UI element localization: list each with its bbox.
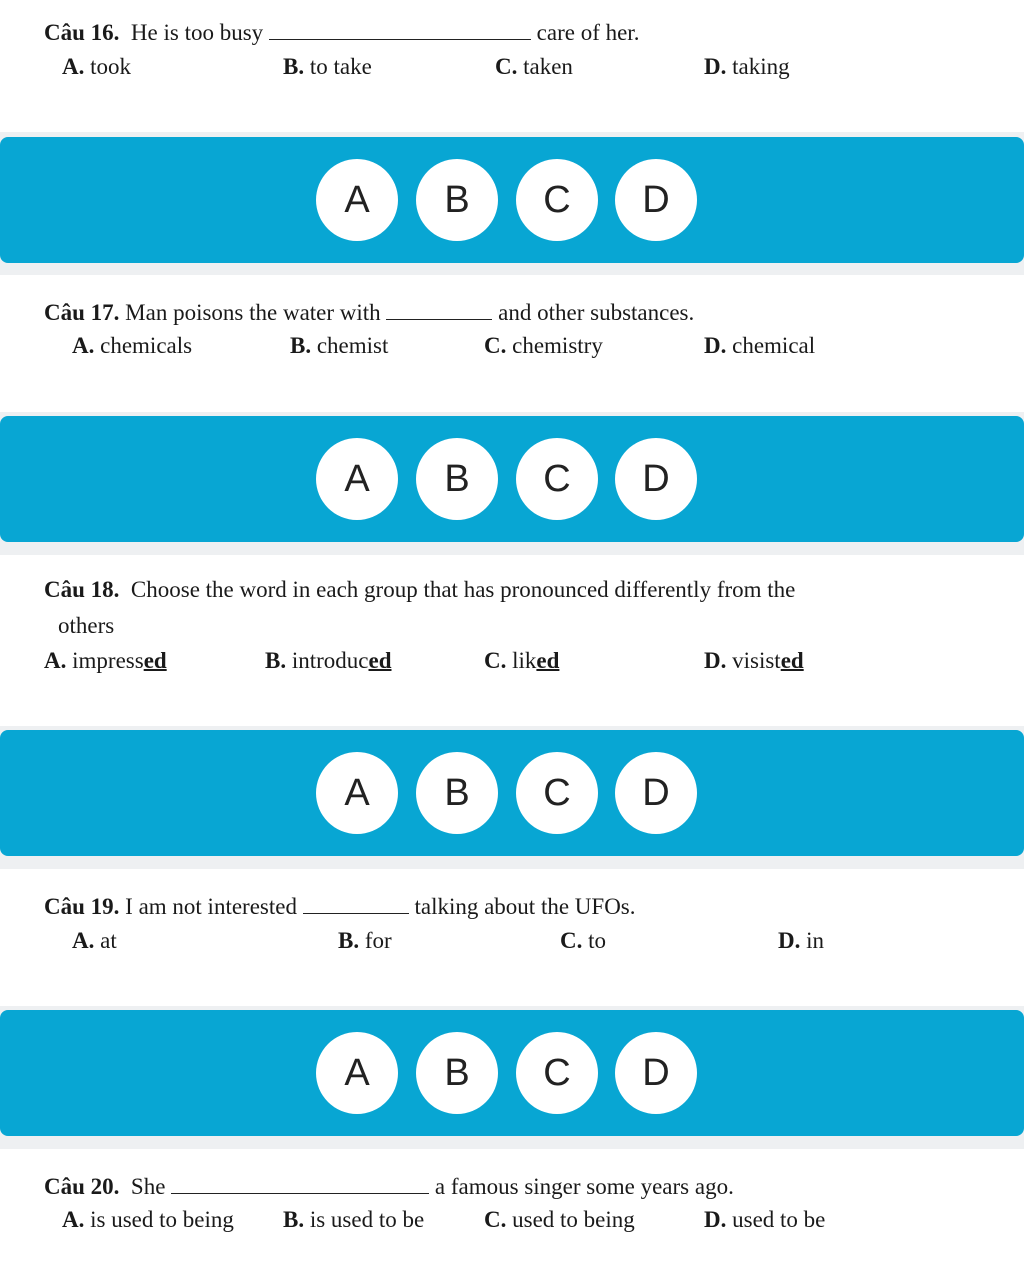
question-17-label: Câu 17. — [44, 300, 120, 325]
option-19-c[interactable]: C. to — [560, 928, 607, 953]
option-18-a[interactable]: A. impressed — [44, 648, 167, 673]
option-16-a[interactable]: A. took — [62, 54, 132, 79]
answer-16-b-button[interactable]: B — [416, 159, 498, 241]
option-19-b[interactable]: B. for — [338, 928, 392, 953]
question-card-20 — [0, 1149, 1024, 1280]
question-19-blank — [303, 891, 409, 914]
question-card-19 — [0, 869, 1024, 1006]
answer-bar-17 — [0, 416, 1024, 542]
question-17-text — [44, 297, 694, 328]
question-20-after: a famous singer some years ago. — [434, 1174, 734, 1199]
option-18-b[interactable]: B. introduced — [265, 648, 392, 673]
option-17-c[interactable]: C. chemistry — [484, 333, 603, 358]
answer-19-a-button[interactable]: A — [316, 1032, 398, 1114]
option-18-d[interactable]: D. visisted — [704, 648, 804, 673]
question-18-line1: Choose the word in each group that has pronounced differently from the — [130, 577, 796, 602]
question-20-label: Câu 20. — [44, 1174, 120, 1199]
question-16-label: Câu 16. — [44, 20, 120, 45]
option-20-d[interactable]: D. used to be — [704, 1207, 826, 1232]
answer-18-d-button[interactable]: D — [615, 752, 697, 834]
question-19-after: talking about the UFOs. — [414, 894, 636, 919]
question-19-text — [44, 891, 636, 922]
answer-18-b-button[interactable]: B — [416, 752, 498, 834]
question-17-before: Man poisons the water with — [125, 300, 381, 325]
question-16-after: care of her. — [536, 20, 640, 45]
question-18-text — [44, 575, 795, 605]
question-card-17 — [0, 275, 1024, 412]
answer-19-d-button[interactable]: D — [615, 1032, 697, 1114]
question-19-label: Câu 19. — [44, 894, 120, 919]
answer-18-a-button[interactable]: A — [316, 752, 398, 834]
option-20-c[interactable]: C. used to being — [484, 1207, 635, 1232]
question-17-after: and other substances. — [498, 300, 695, 325]
answer-bar-18 — [0, 730, 1024, 856]
option-18-c[interactable]: C. liked — [484, 648, 560, 673]
question-17-blank — [386, 297, 492, 320]
question-18-label: Câu 18. — [44, 577, 120, 602]
option-17-a[interactable]: A. chemicals — [72, 333, 193, 358]
option-16-b[interactable]: B. to take — [283, 54, 372, 79]
question-16-blank — [269, 17, 531, 40]
question-20-before: She — [130, 1174, 166, 1199]
question-20-text — [44, 1171, 734, 1202]
answer-bar-16 — [0, 137, 1024, 263]
answer-17-a-button[interactable]: A — [316, 438, 398, 520]
option-16-c[interactable]: C. taken — [495, 54, 573, 79]
question-16-before: He is too busy — [130, 20, 264, 45]
option-17-b[interactable]: B. chemist — [290, 333, 389, 358]
option-16-d[interactable]: D. taking — [704, 54, 790, 79]
question-18-line2: others — [58, 613, 115, 638]
option-20-b[interactable]: B. is used to be — [283, 1207, 425, 1232]
option-19-d[interactable]: D. in — [778, 928, 825, 953]
question-19-before: I am not interested — [125, 894, 297, 919]
option-19-a[interactable]: A. at — [72, 928, 117, 953]
question-20-blank — [171, 1171, 429, 1194]
answer-18-c-button[interactable]: C — [516, 752, 598, 834]
answer-17-b-button[interactable]: B — [416, 438, 498, 520]
answer-16-c-button[interactable]: C — [516, 159, 598, 241]
answer-16-d-button[interactable]: D — [615, 159, 697, 241]
question-16-text — [44, 17, 639, 48]
option-20-a[interactable]: A. is used to being — [62, 1207, 234, 1232]
answer-17-c-button[interactable]: C — [516, 438, 598, 520]
question-card-18 — [0, 555, 1024, 726]
answer-bar-19 — [0, 1010, 1024, 1136]
answer-19-c-button[interactable]: C — [516, 1032, 598, 1114]
answer-16-a-button[interactable]: A — [316, 159, 398, 241]
answer-19-b-button[interactable]: B — [416, 1032, 498, 1114]
question-card-16 — [0, 0, 1024, 132]
option-17-d[interactable]: D. chemical — [704, 333, 816, 358]
answer-17-d-button[interactable]: D — [615, 438, 697, 520]
